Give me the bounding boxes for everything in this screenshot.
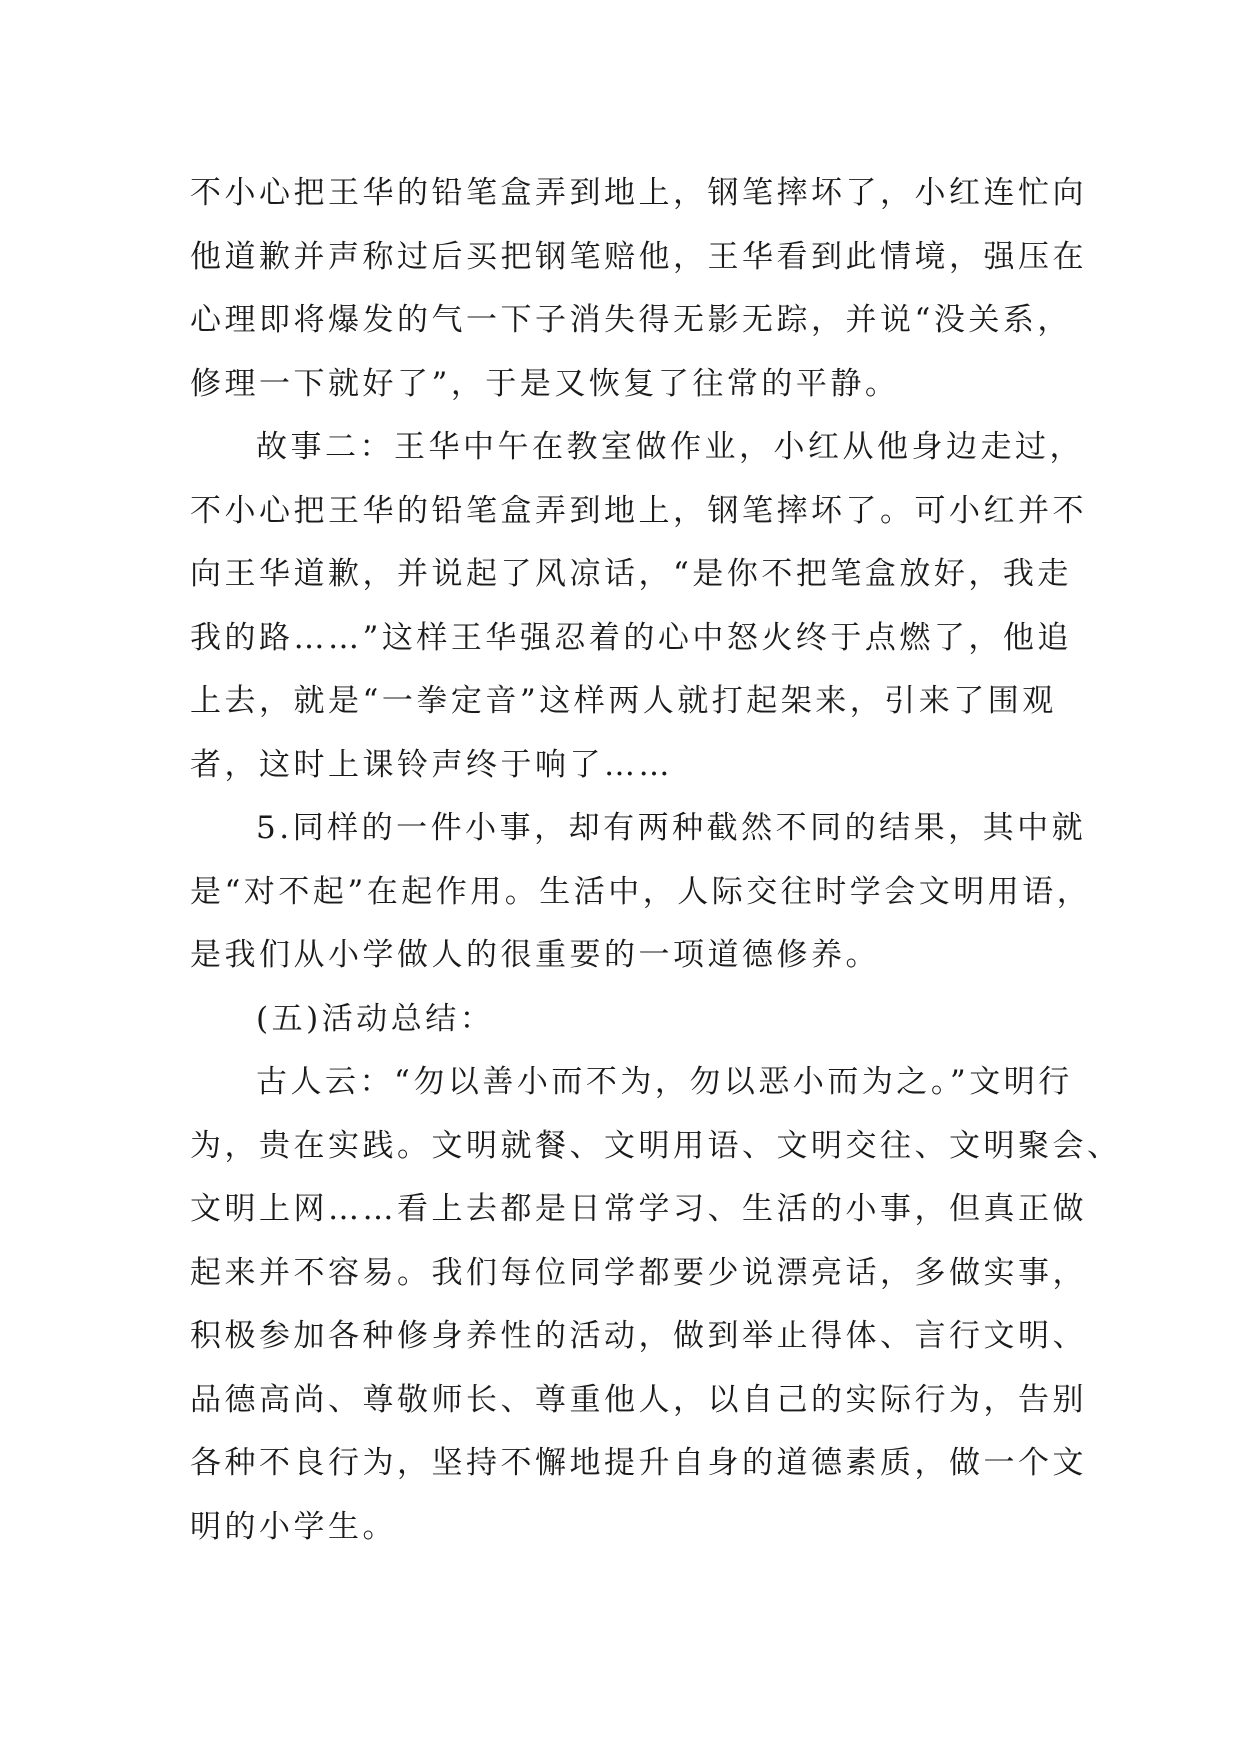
text-line: 品德高尚、尊敬师长、尊重他人，以自己的实际行为，告别 [190,1381,1087,1418]
text-line: 故事二：王华中午在教室做作业，小红从他身边走过， [256,429,1084,465]
section-heading: (五)活动总结： [256,1000,495,1037]
text-line: 不小心把王华的铅笔盒弄到地上，钢笔摔坏了。可小红并不 [190,492,1087,529]
text-line: 明的小学生。 [190,1508,397,1545]
text-line: 修理一下就好了”，于是又恢复了往常的平静。 [190,365,900,402]
text-line: 是我们从小学做人的很重要的一项道德修养。 [190,937,880,973]
text-line: 他道歉并声称过后买把钢笔赔他，王华看到此情境，强压在 [190,238,1087,275]
text-line: 为，贵在实践。文明就餐、文明用语、文明交往、文明聚会、 [190,1127,1122,1164]
text-line: 向王华道歉，并说起了风凉话，“是你不把笔盒放好，我走 [190,556,1072,592]
text-line: 起来并不容易。我们每位同学都要少说漂亮话，多做实事， [190,1254,1087,1291]
text-line: 古人云：“勿以善小而不为，勿以恶小而为之。”文明行 [256,1064,1073,1100]
text-line: 上去，就是“一拳定音”这样两人就打起架来，引来了围观 [190,683,1057,719]
text-line: 心理即将爆发的气一下子消失得无影无踪，并说“没关系， [190,302,1072,338]
document-body [190,162,1122,1559]
text-line: 积极参加各种修身养性的活动，做到举止得体、言行文明、 [190,1318,1087,1354]
text-line: 不小心把王华的铅笔盒弄到地上，钢笔摔坏了，小红连忙向 [190,175,1087,211]
text-line: 者，这时上课铃声终于响了…… [190,746,673,783]
text-line: 是“对不起”在起作用。生活中，人际交往时学会文明用语， [190,873,1092,910]
text-line: 5.同样的一件小事，却有两种截然不同的结果，其中就 [256,810,1087,846]
text-line: 各种不良行为，坚持不懈地提升自身的道德素质，做一个文 [190,1445,1087,1481]
text-line: 文明上网……看上去都是日常学习、生活的小事，但真正做 [190,1191,1087,1227]
text-line: 我的路……”这样王华强忍着的心中怒火终于点燃了，他追 [190,619,1072,656]
